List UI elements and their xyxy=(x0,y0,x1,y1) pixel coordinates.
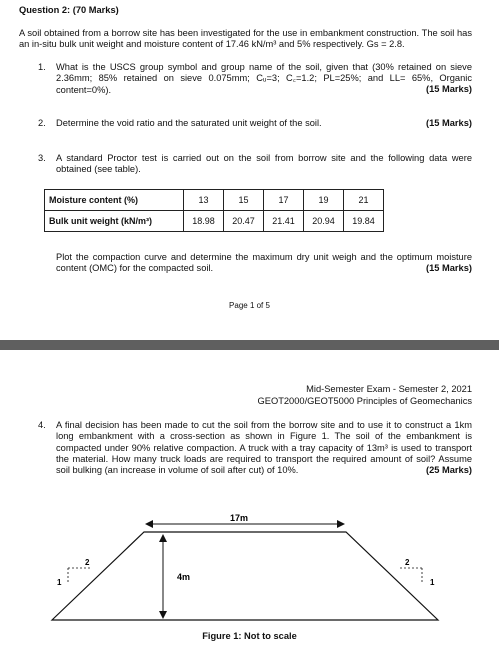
item-1-text: What is the USCS group symbol and group name of the soil, given that (30% retained on sieve 2.36mm; 85% retained on sieve 0.075mm; Cᵤ=3; C꜀=1.2; PL=25%; and LL= 65%, Organic content=0%). xyxy=(56,62,472,95)
exam-header-line-1: Mid-Semester Exam - Semester 2, 2021 xyxy=(306,384,472,394)
page-separator xyxy=(0,340,499,350)
item-2-marks: (15 Marks) xyxy=(426,118,472,128)
right-slope-h-label: 2 xyxy=(405,558,410,567)
table-row xyxy=(45,211,384,232)
table-cell: 20.94 xyxy=(304,211,344,232)
question-title: Question 2: (70 Marks) xyxy=(19,5,119,15)
item-4-text: A final decision has been made to cut the soil from the borrow site and to use it to construct a 1km long embankment with a cross-section as shown in Figure 1. The soil of the embankment is compacted under 90% relative compaction. A truck with a tray capacity of 13m³ is used to transport the material. How many truck loads are required to transport the required amount of soil? Assume soil bulking (an increase in volume of soil after cut) of 10%. xyxy=(56,420,472,476)
left-slope-h-label: 2 xyxy=(85,558,90,567)
table-cell: 19 xyxy=(304,190,344,211)
item-3-followup: Plot the compaction curve and determine the maximum dry unit weigh and the optimum moisture content (OMC) for the compacted soil. xyxy=(56,252,472,274)
table-cell: 21 xyxy=(344,190,384,211)
table-cell: 17 xyxy=(264,190,304,211)
table-cell: 19.84 xyxy=(344,211,384,232)
table-row-label: Bulk unit weight (kN/m³) xyxy=(45,211,184,232)
left-slope-v-label: 1 xyxy=(57,578,62,587)
item-3-marks: (15 Marks) xyxy=(426,263,472,273)
right-slope-v-label: 1 xyxy=(430,578,435,587)
table-cell: 13 xyxy=(184,190,224,211)
figure-caption: Figure 1: Not to scale xyxy=(202,631,297,641)
exam-header-line-2: GEOT2000/GEOT5000 Principles of Geomechanics xyxy=(257,396,472,406)
item-2-text: Determine the void ratio and the saturated unit weight of the soil. xyxy=(56,118,322,128)
table-cell: 21.41 xyxy=(264,211,304,232)
item-2-number: 2. xyxy=(38,118,46,128)
page-footer: Page 1 of 5 xyxy=(229,301,270,310)
table-cell: 15 xyxy=(224,190,264,211)
item-1-marks: (15 Marks) xyxy=(426,84,472,94)
item-4-marks: (25 Marks) xyxy=(426,465,472,475)
table-row xyxy=(45,190,384,211)
item-1-number: 1. xyxy=(38,62,46,72)
embankment-figure xyxy=(0,510,499,645)
embankment-cross-section xyxy=(52,532,438,620)
top-width-label: 17m xyxy=(230,513,249,523)
table-row-label: Moisture content (%) xyxy=(45,190,184,211)
item-4-number: 4. xyxy=(38,420,46,430)
table-cell: 18.98 xyxy=(184,211,224,232)
table-cell: 20.47 xyxy=(224,211,264,232)
item-3-text: A standard Proctor test is carried out on the soil from borrow site and the following data were obtained (see table). xyxy=(56,153,472,175)
exam-page-2 xyxy=(0,350,499,649)
height-label: 4m xyxy=(177,572,191,582)
question-intro: A soil obtained from a borrow site has been investigated for the use in embankment construction. The soil has an in-situ bulk unit weight and moisture content of 17.46 kN/m³ and 5% respectively. Gs = 2.8. xyxy=(19,28,472,50)
item-3-number: 3. xyxy=(38,153,46,163)
proctor-data-table xyxy=(44,189,384,232)
